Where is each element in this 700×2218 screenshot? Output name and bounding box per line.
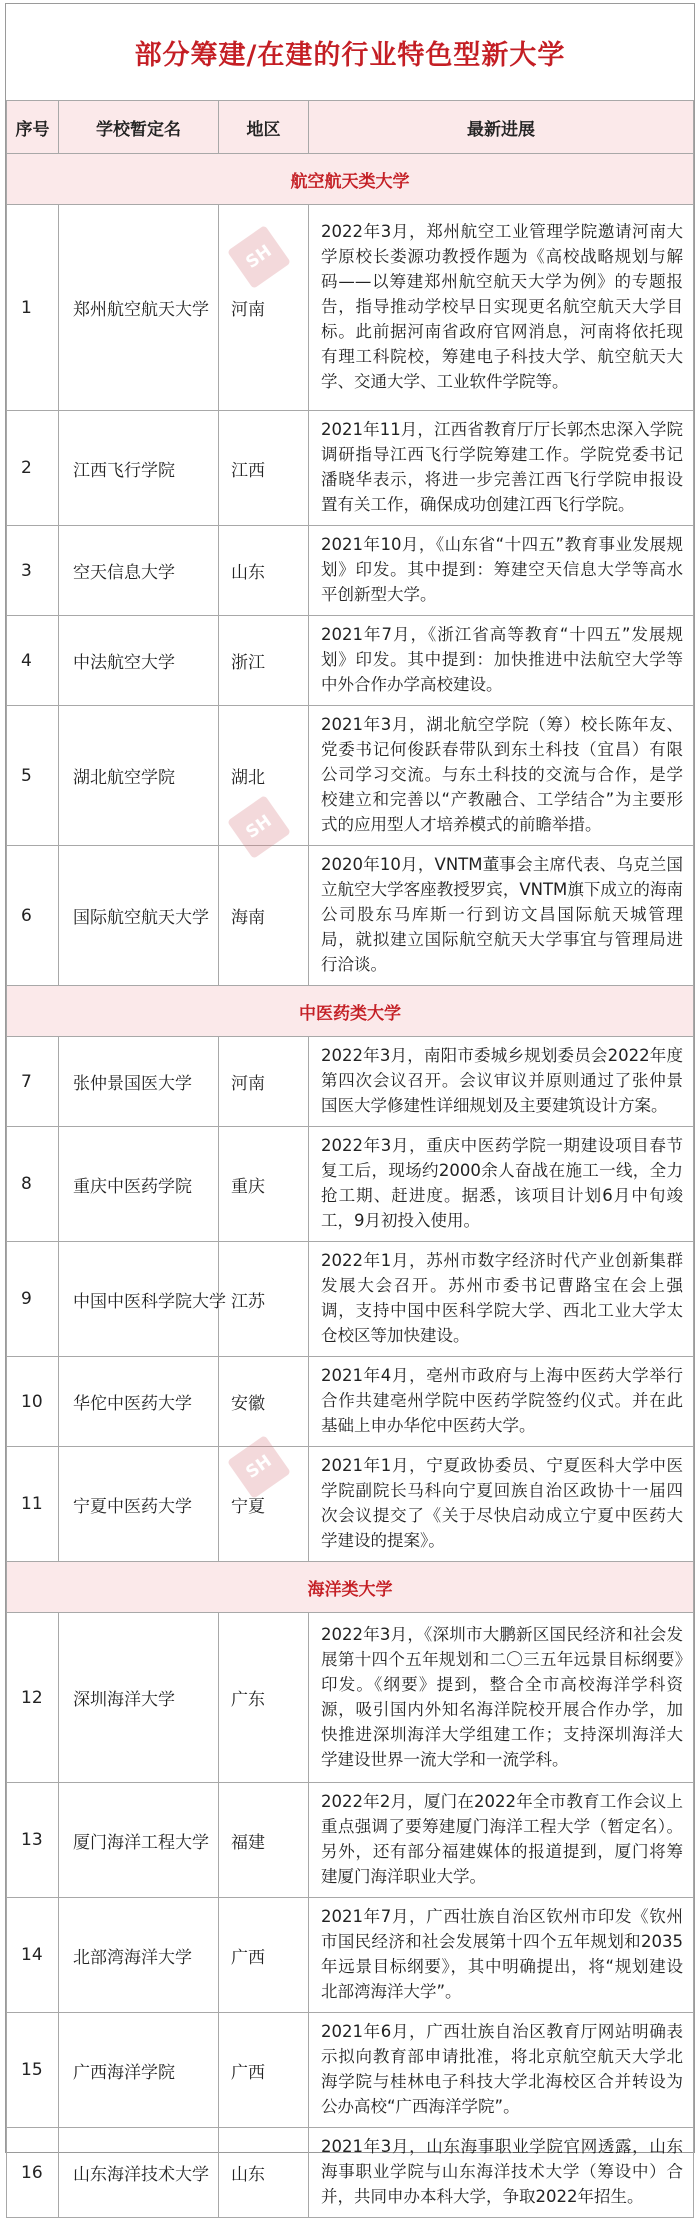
school-name: 江西飞行学院: [59, 411, 219, 526]
table-row: [7, 846, 694, 986]
progress-text: 2022年3月，南阳市委城乡规划委员会2022年度第四次会议召开。会议审议并原则通过了张仲景国医大学修建性详细规划及主要建筑设计方案。: [309, 1037, 694, 1127]
progress-text: 2022年1月，苏州市数字经济时代产业创新集群发展大会召开。苏州市委书记曹路宝在会上强调，支持中国中医科学院大学、西北工业大学太仓校区等加快建设。: [309, 1242, 694, 1357]
table-row: [7, 1613, 694, 1783]
progress-text: 2021年10月，《山东省“十四五”教育事业发展规划》印发。其中提到：筹建空天信息大学等高水平创新型大学。: [309, 526, 694, 616]
row-number: 13: [7, 1783, 59, 1898]
table-row: [7, 1898, 694, 2013]
section-title: 航空航天类大学: [7, 154, 694, 205]
region: 江西: [219, 411, 309, 526]
progress-text: 2022年3月，《深圳市大鹏新区国民经济和社会发展第十四个五年规划和二〇三五年远景目标纲要》印发。《纲要》提到，整合全市高校海洋学科资源，吸引国内外知名海洋院校开展合作办学，加快推进深圳海洋大学组建工作；支持深圳海洋大学建设世界一流大学和一流学科。: [309, 1613, 694, 1783]
section-header-row: [7, 154, 694, 205]
row-number: 6: [7, 846, 59, 986]
school-name: 重庆中医药学院: [59, 1127, 219, 1242]
progress-text: 2021年4月，亳州市政府与上海中医药大学举行合作共建亳州学院中医药学院签约仪式。并在此基础上申办华佗中医药大学。: [309, 1357, 694, 1447]
watermark-icon: SH: [236, 234, 306, 280]
region: 湖北: [219, 706, 309, 846]
region: 海南: [219, 846, 309, 986]
school-name: 深圳海洋大学: [59, 1613, 219, 1783]
section-header-row: [7, 986, 694, 1037]
row-number: 16: [7, 2128, 59, 2218]
row-number: 7: [7, 1037, 59, 1127]
table-row: [7, 526, 694, 616]
row-number: 1: [7, 205, 59, 411]
school-name: 华佗中医药大学: [59, 1357, 219, 1447]
progress-text: 2020年10月，VNTM董事会主席代表、乌克兰国立航空大学客座教授罗宾，VNTM旗下成立的海南公司股东马库斯一行到访文昌国际航天城管理局，就拟建立国际航空航天大学事宜与管理局进行洽谈。: [309, 846, 694, 986]
school-name: 中国中医科学院大学: [59, 1242, 219, 1357]
universities-table: [6, 100, 694, 2218]
table-row: [7, 411, 694, 526]
region: 福建: [219, 1783, 309, 1898]
table-row: [7, 1242, 694, 1357]
table-row: [7, 1357, 694, 1447]
school-name: 北部湾海洋大学: [59, 1898, 219, 2013]
section-title: 海洋类大学: [7, 1562, 694, 1613]
table-row: [7, 1127, 694, 1242]
region: 河南: [219, 205, 309, 411]
row-number: 5: [7, 706, 59, 846]
row-number: 3: [7, 526, 59, 616]
region: 宁夏: [219, 1447, 309, 1562]
progress-text: 2022年3月，郑州航空工业管理学院邀请河南大学原校长娄源功教授作题为《高校战略规划与解码——以筹建郑州航空航天大学为例》的专题报告，指导推动学校早日实现更名航空航天大学目标。此前据河南省政府官网消息，河南将依托现有理工科院校，筹建电子科技大学、航空航天大学、交通大学、工业软件学院等。: [309, 205, 694, 411]
school-name: 郑州航空航天大学: [59, 205, 219, 411]
section-title: 中医药类大学: [7, 986, 694, 1037]
school-name: 国际航空航天大学: [59, 846, 219, 986]
progress-text: 2021年6月，广西壮族自治区教育厅网站明确表示拟向教育部申请批准，将北京航空航天大学北海学院与桂林电子科技大学北海校区合并转设为公办高校“广西海洋学院”。: [309, 2013, 694, 2128]
region: 江苏: [219, 1242, 309, 1357]
school-name: 湖北航空学院: [59, 706, 219, 846]
row-number: 4: [7, 616, 59, 706]
region: 山东: [219, 526, 309, 616]
progress-text: 2022年2月，厦门在2022年全市教育工作会议上重点强调了要筹建厦门海洋工程大学（暂定名）。另外，还有部分福建媒体的报道提到，厦门将筹建厦门海洋职业大学。: [309, 1783, 694, 1898]
region: 广东: [219, 1613, 309, 1783]
school-name: 厦门海洋工程大学: [59, 1783, 219, 1898]
row-number: 2: [7, 411, 59, 526]
table-header-row: [7, 101, 694, 154]
row-number: 12: [7, 1613, 59, 1783]
row-number: 11: [7, 1447, 59, 1562]
school-name: 广西海洋学院: [59, 2013, 219, 2128]
progress-text: 2022年3月，重庆中医药学院一期建设项目春节复工后，现场约2000余人奋战在施工一线，全力抢工期、赶进度。据悉，该项目计划6月中旬竣工，9月初投入使用。: [309, 1127, 694, 1242]
progress-text: 2021年7月，《浙江省高等教育“十四五”发展规划》印发。其中提到：加快推进中法航空大学等中外合作办学高校建设。: [309, 616, 694, 706]
watermark-icon: SH: [236, 1444, 306, 1490]
table-row: [7, 1037, 694, 1127]
row-number: 9: [7, 1242, 59, 1357]
header-latest-progress: 最新进展: [309, 101, 694, 154]
region: 广西: [219, 2013, 309, 2128]
header-school-name: 学校暂定名: [59, 101, 219, 154]
region: 山东: [219, 2128, 309, 2218]
table-row: [7, 1783, 694, 1898]
table-row: [7, 1447, 694, 1562]
table-row: [7, 205, 694, 411]
progress-text: 2021年7月，广西壮族自治区钦州市印发《钦州市国民经济和社会发展第十四个五年规划和2035年远景目标纲要》，其中明确提出，将“规划建设北部湾海洋大学”。: [309, 1898, 694, 2013]
header-region: 地区: [219, 101, 309, 154]
school-name: 空天信息大学: [59, 526, 219, 616]
row-number: 10: [7, 1357, 59, 1447]
table-row: [7, 2013, 694, 2128]
section-header-row: [7, 1562, 694, 1613]
row-number: 14: [7, 1898, 59, 2013]
region: 浙江: [219, 616, 309, 706]
progress-text: 2021年3月，湖北航空学院（筹）校长陈年友、党委书记何俊跃春带队到东土科技（宜昌）有限公司学习交流。与东土科技的交流与合作，是学校建立和完善以“产教融合、工学结合”为主要形式的应用型人才培养模式的前瞻举措。: [309, 706, 694, 846]
region: 安徽: [219, 1357, 309, 1447]
region: 河南: [219, 1037, 309, 1127]
progress-text: 2021年1月，宁夏政协委员、宁夏医科大学中医学院副院长马科向宁夏回族自治区政协十一届四次会议提交了《关于尽快启动成立宁夏中医药大学建设的提案》。: [309, 1447, 694, 1562]
row-number: 8: [7, 1127, 59, 1242]
table-body: [7, 154, 694, 2218]
region: 重庆: [219, 1127, 309, 1242]
table-row: [7, 616, 694, 706]
school-name: 宁夏中医药大学: [59, 1447, 219, 1562]
table-row: [7, 2128, 694, 2218]
region: 广西: [219, 1898, 309, 2013]
school-name: 山东海洋技术大学: [59, 2128, 219, 2218]
watermark-icon: SH: [236, 804, 306, 850]
header-number: 序号: [7, 101, 59, 154]
table-row: [7, 706, 694, 846]
document-title: 部分筹建/在建的行业特色型新大学: [134, 39, 566, 71]
progress-text: 2021年11月，江西省教育厅厅长郭杰忠深入学院调研指导江西飞行学院筹建工作。学院党委书记潘晓华表示，将进一步完善江西飞行学院申报设置有关工作，确保成功创建江西飞行学院。: [309, 411, 694, 526]
school-name: 张仲景国医大学: [59, 1037, 219, 1127]
school-name: 中法航空大学: [59, 616, 219, 706]
progress-text: 2021年3月，山东海事职业学院官网透露，山东海事职业学院与山东海洋技术大学（筹设中）合并，共同申办本科大学，争取2022年招生。: [309, 2128, 694, 2218]
document-frame: [5, 3, 695, 2206]
row-number: 15: [7, 2013, 59, 2128]
